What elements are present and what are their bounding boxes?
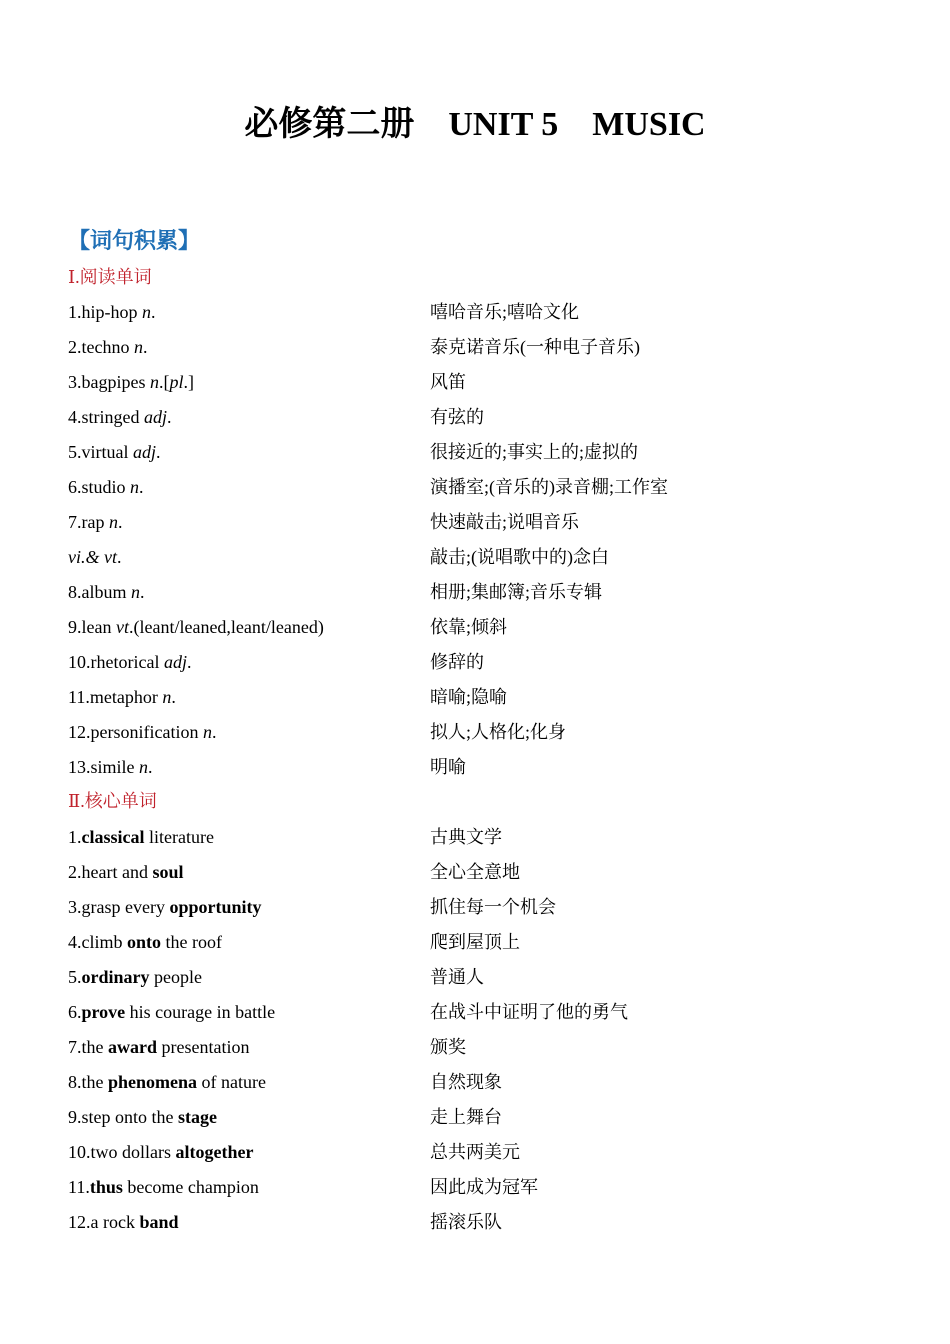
chinese-meaning: 普通人 (430, 967, 484, 987)
chinese-meaning: 暗喻;隐喻 (430, 687, 508, 707)
key-word: ordinary (81, 967, 150, 987)
chinese-meaning: 抓住每一个机会 (430, 897, 556, 917)
english-term: 8.album n. (68, 582, 145, 602)
english-term: 10.rhetorical adj. (68, 652, 192, 672)
vocab-row (68, 615, 908, 639)
chinese-meaning: 泰克诺音乐(一种电子音乐) (430, 337, 640, 357)
phrase-row (68, 1140, 908, 1164)
phrase-row (68, 1210, 908, 1234)
key-word: prove (81, 1002, 126, 1022)
chinese-meaning: 爬到屋顶上 (430, 932, 520, 952)
english-term: 4.stringed adj. (68, 407, 172, 427)
phrase-row (68, 1035, 908, 1059)
vocab-row (68, 580, 908, 604)
chinese-meaning: 颁奖 (430, 1037, 466, 1057)
english-phrase: 3.grasp every opportunity (68, 897, 262, 917)
phrase-row (68, 860, 908, 884)
key-word: stage (178, 1107, 217, 1127)
english-term: 7.rap n. (68, 512, 123, 532)
chinese-meaning: 在战斗中证明了他的勇气 (430, 1002, 628, 1022)
chinese-meaning: 拟人;人格化;化身 (430, 722, 567, 742)
english-term: 11.metaphor n. (68, 687, 176, 707)
phrase-row (68, 825, 908, 849)
phrase-row (68, 1105, 908, 1129)
vocab-row (68, 370, 908, 394)
english-phrase: 6.prove his courage in battle (68, 1002, 276, 1022)
chinese-meaning: 自然现象 (430, 1072, 502, 1092)
phrase-row (68, 1070, 908, 1094)
vocab-row (68, 440, 908, 464)
chinese-meaning: 嘻哈音乐;嘻哈文化 (430, 302, 580, 322)
english-phrase: 12.a rock band (68, 1212, 179, 1232)
english-phrase: 10.two dollars altogether (68, 1142, 254, 1162)
chinese-meaning: 修辞的 (430, 652, 484, 672)
english-term: 2.techno n. (68, 337, 148, 357)
chinese-meaning: 全心全意地 (430, 862, 520, 882)
vocab-row (68, 475, 908, 499)
chinese-meaning: 演播室;(音乐的)录音棚;工作室 (430, 477, 668, 497)
english-phrase: 9.step onto the stage (68, 1107, 217, 1127)
key-word: thus (89, 1177, 123, 1197)
english-phrase: 11.thus become champion (68, 1177, 259, 1197)
key-word: onto (127, 932, 162, 952)
key-word: band (139, 1212, 179, 1232)
chinese-meaning: 因此成为冠军 (430, 1177, 538, 1197)
section-heading: 【词句积累】 (68, 228, 201, 253)
vocab-row (68, 335, 908, 359)
english-term: 5.virtual adj. (68, 442, 161, 462)
english-phrase: 5.ordinary people (68, 967, 202, 987)
english-term: 9.lean vt.(leant/leaned,leant/leaned) (68, 617, 324, 637)
phrase-row (68, 965, 908, 989)
chinese-meaning: 相册;集邮簿;音乐专辑 (430, 582, 603, 602)
chinese-meaning: 很接近的;事实上的;虚拟的 (430, 442, 639, 462)
chinese-meaning: 明喻 (430, 757, 466, 777)
chinese-meaning: 依靠;倾斜 (430, 617, 508, 637)
english-phrase: 1.classical literature (68, 827, 214, 847)
vocab-row (68, 545, 908, 569)
english-phrase: 4.climb onto the roof (68, 932, 222, 952)
chinese-meaning: 敲击;(说唱歌中的)念白 (430, 547, 609, 567)
chinese-meaning: 摇滚乐队 (430, 1212, 502, 1232)
page-title: 必修第二册 UNIT 5 MUSIC (244, 106, 706, 143)
english-term: vi.& vt. (68, 547, 122, 567)
part1-heading: Ⅰ.阅读单词 (68, 267, 152, 287)
vocab-row (68, 755, 908, 779)
part2-heading: Ⅱ.核心单词 (68, 791, 157, 811)
chinese-meaning: 古典文学 (430, 827, 502, 847)
english-phrase: 7.the award presentation (68, 1037, 250, 1057)
chinese-meaning: 快速敲击;说唱音乐 (430, 512, 580, 532)
english-term: 6.studio n. (68, 477, 144, 497)
key-word: altogether (175, 1142, 254, 1162)
english-phrase: 2.heart and soul (68, 862, 184, 882)
key-word: phenomena (108, 1072, 198, 1092)
phrase-row (68, 1175, 908, 1199)
vocab-row (68, 650, 908, 674)
key-word: classical (81, 827, 145, 847)
key-word: award (108, 1037, 157, 1057)
chinese-meaning: 总共两美元 (430, 1142, 520, 1162)
vocab-row (68, 720, 908, 744)
vocab-row (68, 300, 908, 324)
phrase-row (68, 930, 908, 954)
english-phrase: 8.the phenomena of nature (68, 1072, 266, 1092)
english-term: 3.bagpipes n.[pl.] (68, 372, 194, 392)
key-word: opportunity (169, 897, 262, 917)
chinese-meaning: 风笛 (430, 372, 466, 392)
english-term: 12.personification n. (68, 722, 217, 742)
key-word: soul (152, 862, 184, 882)
phrase-row (68, 895, 908, 919)
chinese-meaning: 有弦的 (430, 407, 484, 427)
vocab-row (68, 510, 908, 534)
phrase-row (68, 1000, 908, 1024)
vocab-row (68, 685, 908, 709)
vocab-row (68, 405, 908, 429)
chinese-meaning: 走上舞台 (430, 1107, 502, 1127)
english-term: 1.hip-hop n. (68, 302, 156, 322)
english-term: 13.simile n. (68, 757, 153, 777)
